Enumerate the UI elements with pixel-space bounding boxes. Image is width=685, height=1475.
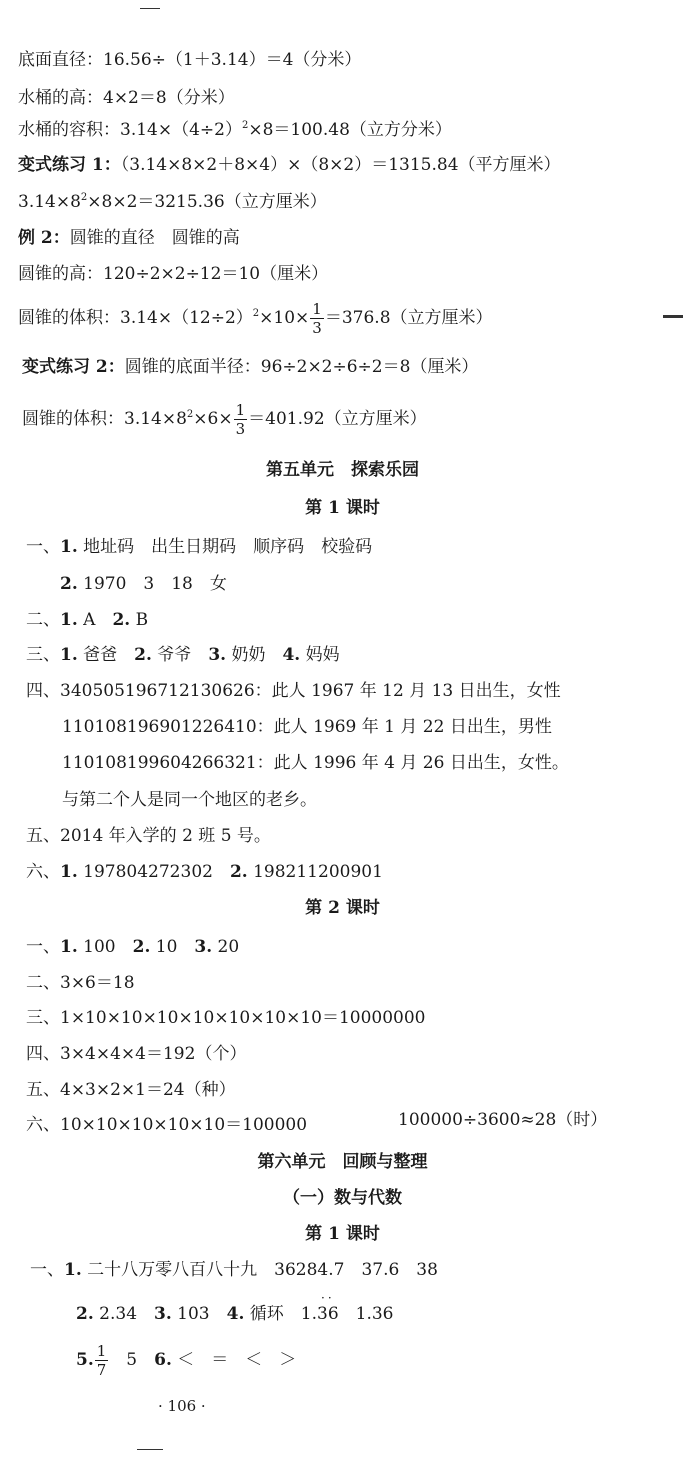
line-text: A bbox=[77, 610, 113, 630]
fraction-numerator: 1 bbox=[96, 1342, 107, 1360]
line-text: 20 bbox=[212, 937, 240, 957]
text-line bbox=[26, 971, 135, 995]
text-line bbox=[62, 751, 569, 775]
item-number: 3. bbox=[194, 937, 213, 957]
item-number: 2. bbox=[60, 574, 78, 594]
line-text: 与第二个人是同一个地区的老乡。 bbox=[62, 790, 317, 810]
text-line bbox=[18, 153, 561, 177]
line-text: 六、 bbox=[26, 862, 60, 882]
text-line bbox=[60, 572, 227, 596]
line-text: ×8×2＝3215.36（立方厘米） bbox=[87, 192, 327, 212]
exercise-label: 变式练习 2： bbox=[22, 357, 125, 377]
line-text: ×8＝100.48（立方分米） bbox=[248, 120, 452, 140]
fraction bbox=[95, 1342, 109, 1379]
exercise-label: 变式练习 1： bbox=[18, 155, 121, 175]
line-text: ×6× bbox=[193, 409, 233, 429]
line-text: B bbox=[130, 610, 149, 630]
line-text: ＜ ＝ ＜ ＞ bbox=[171, 1350, 297, 1370]
text-line bbox=[26, 643, 340, 667]
line-text: 四、340505196712130626：此人 1967 年 12 月 13 日出生，女性 bbox=[26, 681, 561, 701]
line-text: 圆锥的体积：3.14×（12÷2） bbox=[18, 308, 253, 328]
item-number: 2. bbox=[76, 1304, 94, 1324]
page-number: · 106 · bbox=[158, 1397, 206, 1415]
line-text: 水桶的容积：3.14×（4÷2） bbox=[18, 120, 242, 140]
unit-heading: 第五单元 探索乐园 bbox=[266, 460, 419, 480]
text-line bbox=[26, 1078, 236, 1102]
superscript: 2 bbox=[241, 120, 249, 131]
text-line bbox=[398, 1108, 607, 1132]
fraction-denominator: 3 bbox=[312, 319, 322, 337]
fraction-numerator: 1 bbox=[235, 401, 246, 419]
item-number: 3. bbox=[208, 645, 227, 665]
text-line bbox=[18, 190, 327, 214]
text-line bbox=[62, 715, 552, 739]
line-text: 一、 bbox=[26, 537, 60, 557]
line-text: 二、3×6＝18 bbox=[26, 973, 135, 993]
line-text: 197804272302 bbox=[77, 862, 230, 882]
line-text: 二、 bbox=[26, 610, 60, 630]
text-line bbox=[30, 1258, 438, 1282]
line-text: 100 bbox=[77, 937, 133, 957]
item-number: 4. bbox=[282, 645, 301, 665]
fraction bbox=[234, 401, 248, 438]
fraction-denominator: 3 bbox=[235, 420, 246, 438]
item-number: 1. bbox=[60, 862, 78, 882]
item-number: 1. bbox=[60, 937, 78, 957]
line-text: 3.14×8 bbox=[18, 192, 81, 212]
item-number: 6. bbox=[154, 1350, 172, 1370]
line-text: 1970 3 18 女 bbox=[77, 574, 227, 594]
line-text: 圆锥的底面半径：96÷2×2÷6÷2＝8（厘米） bbox=[124, 357, 479, 377]
line-text: 圆锥的直径 圆锥的高 bbox=[69, 228, 240, 248]
item-number: 1. bbox=[64, 1260, 82, 1280]
line-text: 110108196901226410：此人 1969 年 1 月 22 日出生，男性 bbox=[62, 717, 552, 737]
text-line bbox=[26, 679, 561, 703]
line-text: 妈妈 bbox=[300, 645, 340, 665]
scan-mark bbox=[140, 8, 160, 9]
lesson-heading: 第 1 课时 bbox=[305, 498, 380, 518]
line-text: （3.14×8×2＋8×4）×（8×2）＝1315.84（平方厘米） bbox=[120, 155, 561, 175]
scan-mark bbox=[663, 315, 683, 318]
text-line bbox=[18, 86, 235, 110]
item-number: 2. bbox=[112, 610, 131, 630]
lesson-heading: 第 1 课时 bbox=[305, 1224, 380, 1244]
text-line bbox=[26, 535, 372, 559]
item-number: 2. bbox=[229, 862, 248, 882]
item-number: 1. bbox=[60, 537, 78, 557]
repeat-dots: ·· bbox=[321, 1291, 335, 1305]
line-text: 二十八万零八百八十九 36284.7 37.6 38 bbox=[81, 1260, 438, 1280]
item-number: 5. bbox=[76, 1350, 94, 1370]
scan-mark bbox=[137, 1449, 163, 1450]
section-heading: （一）数与代数 bbox=[283, 1188, 402, 1208]
item-number: 4. bbox=[226, 1304, 245, 1324]
line-text: ＝376.8（立方厘米） bbox=[324, 308, 493, 328]
line-text: 100000÷3600≈28（时） bbox=[398, 1110, 608, 1130]
item-number: 2. bbox=[132, 937, 151, 957]
line-text: 四、3×4×4×4＝192（个） bbox=[26, 1044, 247, 1064]
line-text: 三、1×10×10×10×10×10×10×10＝10000000 bbox=[26, 1008, 426, 1028]
line-text: 5 bbox=[126, 1350, 155, 1370]
text-line bbox=[26, 935, 239, 959]
superscript: 2 bbox=[186, 409, 194, 420]
item-number: 2. bbox=[134, 645, 152, 665]
line-text: 地址码 出生日期码 顺序码 校验码 bbox=[77, 537, 373, 557]
example-label: 例 2： bbox=[18, 228, 70, 248]
line-text: 198211200901 bbox=[247, 862, 383, 882]
text-line bbox=[26, 1006, 425, 1030]
line-text: 圆锥的体积：3.14×8 bbox=[22, 409, 187, 429]
text-line bbox=[22, 355, 478, 379]
line-text: 1.36 bbox=[338, 1304, 394, 1324]
text-line bbox=[18, 262, 328, 286]
text-line bbox=[18, 226, 240, 250]
fraction-numerator: 1 bbox=[312, 300, 322, 318]
line-text: ×10× bbox=[259, 308, 310, 328]
text-line bbox=[18, 298, 493, 338]
text-line bbox=[76, 1340, 296, 1380]
line-text: 五、2014 年入学的 2 班 5 号。 bbox=[26, 826, 271, 846]
lesson-heading: 第 2 课时 bbox=[305, 898, 380, 918]
fraction-denominator: 7 bbox=[96, 1361, 107, 1379]
line-text: 底面直径：16.56÷（1＋3.14）＝4（分米） bbox=[18, 50, 362, 70]
text-line bbox=[26, 1042, 246, 1066]
text-line bbox=[76, 1291, 394, 1326]
line-text: 2.34 bbox=[93, 1304, 155, 1324]
superscript: 2 bbox=[80, 192, 88, 203]
item-number: 1. bbox=[60, 610, 78, 630]
text-line bbox=[26, 608, 148, 632]
line-text: 循环 1. bbox=[244, 1304, 317, 1324]
text-line bbox=[18, 118, 452, 142]
text-line bbox=[18, 48, 361, 72]
line-text: 103 bbox=[171, 1304, 227, 1324]
line-text: 36 bbox=[317, 1304, 339, 1324]
line-text: 爷爷 bbox=[151, 645, 209, 665]
item-number: 3. bbox=[154, 1304, 172, 1324]
line-text: 六、10×10×10×10×10＝100000 bbox=[26, 1115, 308, 1135]
text-line bbox=[26, 860, 383, 884]
line-text: 10 bbox=[150, 937, 195, 957]
fraction bbox=[310, 300, 324, 337]
text-line bbox=[26, 1113, 307, 1137]
text-line bbox=[62, 788, 317, 812]
repeating-decimal bbox=[317, 1291, 339, 1326]
superscript: 2 bbox=[252, 308, 260, 319]
item-number: 1. bbox=[60, 645, 78, 665]
line-text: 一、 bbox=[30, 1260, 64, 1280]
text-line bbox=[26, 824, 271, 848]
text-line bbox=[22, 399, 427, 439]
line-text: 一、 bbox=[26, 937, 60, 957]
line-text: 110108199604266321：此人 1996 年 4 月 26 日出生，女性。 bbox=[62, 753, 569, 773]
line-text: 五、4×3×2×1＝24（种） bbox=[26, 1080, 236, 1100]
line-text: 爸爸 bbox=[77, 645, 135, 665]
unit-heading: 第六单元 回顾与整理 bbox=[257, 1152, 428, 1172]
line-text: 奶奶 bbox=[226, 645, 283, 665]
line-text: ＝401.92（立方厘米） bbox=[248, 409, 427, 429]
line-text: 三、 bbox=[26, 645, 60, 665]
line-text: 圆锥的高：120÷2×2÷12＝10（厘米） bbox=[18, 264, 329, 284]
line-text: 水桶的高：4×2＝8（分米） bbox=[18, 88, 235, 108]
